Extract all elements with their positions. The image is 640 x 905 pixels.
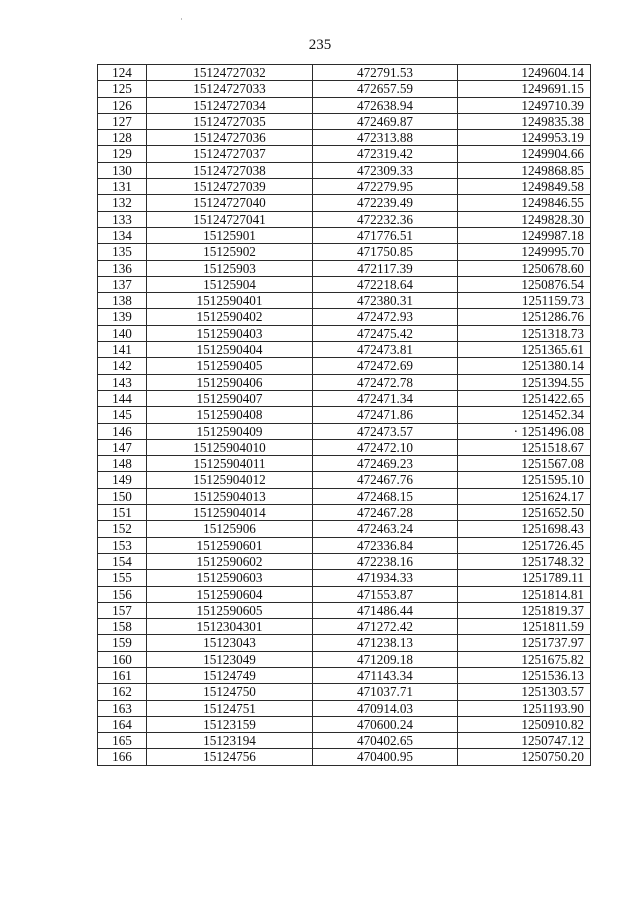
x-coordinate-cell: 472380.31 bbox=[313, 293, 458, 309]
table-row bbox=[98, 456, 591, 472]
table-row bbox=[98, 619, 591, 635]
table-row bbox=[98, 325, 591, 341]
y-coordinate-cell: 1251536.13 bbox=[458, 667, 591, 683]
row-number-cell: 140 bbox=[98, 325, 147, 341]
row-number-cell: 124 bbox=[98, 65, 147, 81]
table-row bbox=[98, 651, 591, 667]
y-coordinate-cell: 1251518.67 bbox=[458, 439, 591, 455]
row-number-cell: 158 bbox=[98, 619, 147, 635]
row-number-cell: 155 bbox=[98, 570, 147, 586]
x-coordinate-cell: 472791.53 bbox=[313, 65, 458, 81]
x-coordinate-cell: 471934.33 bbox=[313, 570, 458, 586]
y-coordinate-cell: 1251737.97 bbox=[458, 635, 591, 651]
y-coordinate-cell: 1251567.08 bbox=[458, 456, 591, 472]
x-coordinate-cell: 472468.15 bbox=[313, 488, 458, 504]
row-number-cell: 135 bbox=[98, 244, 147, 260]
row-number-cell: 165 bbox=[98, 733, 147, 749]
x-coordinate-cell: 471143.34 bbox=[313, 667, 458, 683]
point-code-cell: 15123194 bbox=[147, 733, 313, 749]
x-coordinate-cell: 470402.65 bbox=[313, 733, 458, 749]
x-coordinate-cell: 472472.69 bbox=[313, 358, 458, 374]
row-number-cell: 127 bbox=[98, 113, 147, 129]
table-row bbox=[98, 195, 591, 211]
point-code-cell: 15124749 bbox=[147, 667, 313, 683]
point-code-cell: 15124727038 bbox=[147, 162, 313, 178]
point-code-cell: 1512304301 bbox=[147, 619, 313, 635]
table-row bbox=[98, 293, 591, 309]
point-code-cell: 1512590402 bbox=[147, 309, 313, 325]
point-code-cell: 1512590601 bbox=[147, 537, 313, 553]
row-number-cell: 143 bbox=[98, 374, 147, 390]
x-coordinate-cell: 472473.57 bbox=[313, 423, 458, 439]
x-coordinate-cell: 472471.34 bbox=[313, 390, 458, 406]
x-coordinate-cell: 472467.76 bbox=[313, 472, 458, 488]
x-coordinate-cell: 472473.81 bbox=[313, 342, 458, 358]
table-row bbox=[98, 244, 591, 260]
point-code-cell: 15123043 bbox=[147, 635, 313, 651]
point-code-cell: 15124727037 bbox=[147, 146, 313, 162]
x-coordinate-cell: 472117.39 bbox=[313, 260, 458, 276]
y-coordinate-cell: 1251624.17 bbox=[458, 488, 591, 504]
row-number-cell: 131 bbox=[98, 179, 147, 195]
table-row bbox=[98, 716, 591, 732]
y-coordinate-cell: 1251675.82 bbox=[458, 651, 591, 667]
table-row bbox=[98, 146, 591, 162]
row-number-cell: 161 bbox=[98, 667, 147, 683]
y-coordinate-cell: 1249691.15 bbox=[458, 81, 591, 97]
y-coordinate-cell: 1251365.61 bbox=[458, 342, 591, 358]
point-code-cell: 15125904010 bbox=[147, 439, 313, 455]
table-row bbox=[98, 684, 591, 700]
point-code-cell: 1512590406 bbox=[147, 374, 313, 390]
x-coordinate-cell: 472471.86 bbox=[313, 407, 458, 423]
x-coordinate-cell: 472232.36 bbox=[313, 211, 458, 227]
y-coordinate-cell: 1251452.34 bbox=[458, 407, 591, 423]
point-code-cell: 15124727034 bbox=[147, 97, 313, 113]
row-number-cell: 125 bbox=[98, 81, 147, 97]
x-coordinate-cell: 472469.23 bbox=[313, 456, 458, 472]
point-code-cell: 15124727039 bbox=[147, 179, 313, 195]
table-row bbox=[98, 423, 591, 439]
x-coordinate-cell: 471238.13 bbox=[313, 635, 458, 651]
point-code-cell: 1512590602 bbox=[147, 553, 313, 569]
x-coordinate-cell: 472336.84 bbox=[313, 537, 458, 553]
x-coordinate-cell: 471272.42 bbox=[313, 619, 458, 635]
row-number-cell: 129 bbox=[98, 146, 147, 162]
point-code-cell: 15125904013 bbox=[147, 488, 313, 504]
coordinate-table-body bbox=[98, 65, 591, 766]
x-coordinate-cell: 472472.10 bbox=[313, 439, 458, 455]
point-code-cell: 15124727035 bbox=[147, 113, 313, 129]
row-number-cell: 154 bbox=[98, 553, 147, 569]
y-coordinate-cell: 1249953.19 bbox=[458, 130, 591, 146]
point-code-cell: 15124727041 bbox=[147, 211, 313, 227]
table-row bbox=[98, 570, 591, 586]
y-coordinate-cell: 1249995.70 bbox=[458, 244, 591, 260]
y-coordinate-cell: 1251811.59 bbox=[458, 619, 591, 635]
y-coordinate-cell: 1251193.90 bbox=[458, 700, 591, 716]
x-coordinate-cell: 472319.42 bbox=[313, 146, 458, 162]
row-number-cell: 138 bbox=[98, 293, 147, 309]
table-row bbox=[98, 749, 591, 765]
table-row bbox=[98, 602, 591, 618]
x-coordinate-cell: 471037.71 bbox=[313, 684, 458, 700]
x-coordinate-cell: 471776.51 bbox=[313, 227, 458, 243]
y-coordinate-cell: 1250750.20 bbox=[458, 749, 591, 765]
row-number-cell: 137 bbox=[98, 276, 147, 292]
x-coordinate-cell: 472638.94 bbox=[313, 97, 458, 113]
row-number-cell: 147 bbox=[98, 439, 147, 455]
y-coordinate-cell: 1251789.11 bbox=[458, 570, 591, 586]
table-row bbox=[98, 635, 591, 651]
table-row bbox=[98, 488, 591, 504]
table-row bbox=[98, 211, 591, 227]
table-row bbox=[98, 472, 591, 488]
table-row bbox=[98, 521, 591, 537]
row-number-cell: 142 bbox=[98, 358, 147, 374]
table-row bbox=[98, 407, 591, 423]
point-code-cell: 15123049 bbox=[147, 651, 313, 667]
x-coordinate-cell: 470400.95 bbox=[313, 749, 458, 765]
y-coordinate-cell: 1249987.18 bbox=[458, 227, 591, 243]
y-coordinate-cell: 1251595.10 bbox=[458, 472, 591, 488]
table-row bbox=[98, 227, 591, 243]
y-coordinate-cell: 1250876.54 bbox=[458, 276, 591, 292]
point-code-cell: 1512590604 bbox=[147, 586, 313, 602]
coordinate-table bbox=[97, 64, 591, 766]
y-coordinate-cell: 1251303.57 bbox=[458, 684, 591, 700]
x-coordinate-cell: 471750.85 bbox=[313, 244, 458, 260]
row-number-cell: 160 bbox=[98, 651, 147, 667]
x-coordinate-cell: 472469.87 bbox=[313, 113, 458, 129]
y-coordinate-cell: 1250747.12 bbox=[458, 733, 591, 749]
y-coordinate-cell: 1251380.14 bbox=[458, 358, 591, 374]
point-code-cell: 15124727033 bbox=[147, 81, 313, 97]
y-coordinate-cell: 1250910.82 bbox=[458, 716, 591, 732]
y-coordinate-cell: 1251159.73 bbox=[458, 293, 591, 309]
y-coordinate-cell: 1249710.39 bbox=[458, 97, 591, 113]
point-code-cell: 15123159 bbox=[147, 716, 313, 732]
y-coordinate-cell: 1249846.55 bbox=[458, 195, 591, 211]
x-coordinate-cell: 470600.24 bbox=[313, 716, 458, 732]
point-code-cell: 15124751 bbox=[147, 700, 313, 716]
row-number-cell: 164 bbox=[98, 716, 147, 732]
row-number-cell: 132 bbox=[98, 195, 147, 211]
point-code-cell: 15125901 bbox=[147, 227, 313, 243]
table-row bbox=[98, 537, 591, 553]
point-code-cell: 15124750 bbox=[147, 684, 313, 700]
y-coordinate-cell: 1251394.55 bbox=[458, 374, 591, 390]
point-code-cell: 15125904011 bbox=[147, 456, 313, 472]
table-row bbox=[98, 276, 591, 292]
point-code-cell: 15125903 bbox=[147, 260, 313, 276]
table-row bbox=[98, 700, 591, 716]
y-coordinate-cell: 1249849.58 bbox=[458, 179, 591, 195]
table-row bbox=[98, 65, 591, 81]
table-row bbox=[98, 733, 591, 749]
row-number-cell: 157 bbox=[98, 602, 147, 618]
y-coordinate-cell: 1251748.32 bbox=[458, 553, 591, 569]
y-coordinate-cell: 1251422.65 bbox=[458, 390, 591, 406]
y-coordinate-cell: 1251726.45 bbox=[458, 537, 591, 553]
point-code-cell: 15124727032 bbox=[147, 65, 313, 81]
y-coordinate-cell: 1249904.66 bbox=[458, 146, 591, 162]
point-code-cell: 1512590605 bbox=[147, 602, 313, 618]
x-coordinate-cell: 472475.42 bbox=[313, 325, 458, 341]
y-coordinate-cell: 1251698.43 bbox=[458, 521, 591, 537]
y-coordinate-cell: 1250678.60 bbox=[458, 260, 591, 276]
row-number-cell: 133 bbox=[98, 211, 147, 227]
row-number-cell: 144 bbox=[98, 390, 147, 406]
page-number: 235 bbox=[308, 37, 332, 53]
y-coordinate-cell: 1251819.37 bbox=[458, 602, 591, 618]
point-code-cell: 15124727036 bbox=[147, 130, 313, 146]
point-code-cell: 15125904014 bbox=[147, 505, 313, 521]
table-row bbox=[98, 130, 591, 146]
y-coordinate-cell: · 1251496.08 bbox=[458, 423, 591, 439]
row-number-cell: 145 bbox=[98, 407, 147, 423]
x-coordinate-cell: 472467.28 bbox=[313, 505, 458, 521]
table-row bbox=[98, 260, 591, 276]
row-number-cell: 136 bbox=[98, 260, 147, 276]
row-number-cell: 130 bbox=[98, 162, 147, 178]
point-code-cell: 1512590403 bbox=[147, 325, 313, 341]
table-row bbox=[98, 439, 591, 455]
point-code-cell: 1512590603 bbox=[147, 570, 313, 586]
y-coordinate-cell: 1251814.81 bbox=[458, 586, 591, 602]
x-coordinate-cell: 472238.16 bbox=[313, 553, 458, 569]
row-number-cell: 146 bbox=[98, 423, 147, 439]
row-number-cell: 153 bbox=[98, 537, 147, 553]
x-coordinate-cell: 472313.88 bbox=[313, 130, 458, 146]
point-code-cell: 15125906 bbox=[147, 521, 313, 537]
table-row bbox=[98, 505, 591, 521]
table-row bbox=[98, 390, 591, 406]
row-number-cell: 134 bbox=[98, 227, 147, 243]
table-row bbox=[98, 358, 591, 374]
y-coordinate-cell: 1249835.38 bbox=[458, 113, 591, 129]
x-coordinate-cell: 470914.03 bbox=[313, 700, 458, 716]
row-number-cell: 159 bbox=[98, 635, 147, 651]
row-number-cell: 149 bbox=[98, 472, 147, 488]
row-number-cell: 166 bbox=[98, 749, 147, 765]
row-number-cell: 141 bbox=[98, 342, 147, 358]
x-coordinate-cell: 472218.64 bbox=[313, 276, 458, 292]
table-row bbox=[98, 162, 591, 178]
scan-mark bbox=[181, 18, 182, 20]
y-coordinate-cell: 1249604.14 bbox=[458, 65, 591, 81]
table-row bbox=[98, 586, 591, 602]
y-coordinate-cell: 1251652.50 bbox=[458, 505, 591, 521]
y-coordinate-cell: 1251286.76 bbox=[458, 309, 591, 325]
x-coordinate-cell: 472472.78 bbox=[313, 374, 458, 390]
table-row bbox=[98, 342, 591, 358]
x-coordinate-cell: 471486.44 bbox=[313, 602, 458, 618]
row-number-cell: 126 bbox=[98, 97, 147, 113]
table-row bbox=[98, 97, 591, 113]
point-code-cell: 1512590405 bbox=[147, 358, 313, 374]
row-number-cell: 152 bbox=[98, 521, 147, 537]
y-coordinate-cell: 1251318.73 bbox=[458, 325, 591, 341]
point-code-cell: 15124756 bbox=[147, 749, 313, 765]
x-coordinate-cell: 472463.24 bbox=[313, 521, 458, 537]
point-code-cell: 1512590401 bbox=[147, 293, 313, 309]
row-number-cell: 139 bbox=[98, 309, 147, 325]
point-code-cell: 15125904 bbox=[147, 276, 313, 292]
table-row bbox=[98, 179, 591, 195]
row-number-cell: 148 bbox=[98, 456, 147, 472]
point-code-cell: 15125904012 bbox=[147, 472, 313, 488]
row-number-cell: 156 bbox=[98, 586, 147, 602]
table-row bbox=[98, 667, 591, 683]
x-coordinate-cell: 472472.93 bbox=[313, 309, 458, 325]
point-code-cell: 15125902 bbox=[147, 244, 313, 260]
table-row bbox=[98, 113, 591, 129]
table-row bbox=[98, 81, 591, 97]
y-coordinate-cell: 1249828.30 bbox=[458, 211, 591, 227]
x-coordinate-cell: 472309.33 bbox=[313, 162, 458, 178]
x-coordinate-cell: 471553.87 bbox=[313, 586, 458, 602]
x-coordinate-cell: 471209.18 bbox=[313, 651, 458, 667]
x-coordinate-cell: 472279.95 bbox=[313, 179, 458, 195]
point-code-cell: 15124727040 bbox=[147, 195, 313, 211]
point-code-cell: 1512590409 bbox=[147, 423, 313, 439]
x-coordinate-cell: 472239.49 bbox=[313, 195, 458, 211]
table-row bbox=[98, 553, 591, 569]
point-code-cell: 1512590407 bbox=[147, 390, 313, 406]
row-number-cell: 151 bbox=[98, 505, 147, 521]
row-number-cell: 163 bbox=[98, 700, 147, 716]
point-code-cell: 1512590404 bbox=[147, 342, 313, 358]
table-row bbox=[98, 374, 591, 390]
row-number-cell: 162 bbox=[98, 684, 147, 700]
table-row bbox=[98, 309, 591, 325]
point-code-cell: 1512590408 bbox=[147, 407, 313, 423]
row-number-cell: 150 bbox=[98, 488, 147, 504]
x-coordinate-cell: 472657.59 bbox=[313, 81, 458, 97]
y-coordinate-cell: 1249868.85 bbox=[458, 162, 591, 178]
row-number-cell: 128 bbox=[98, 130, 147, 146]
